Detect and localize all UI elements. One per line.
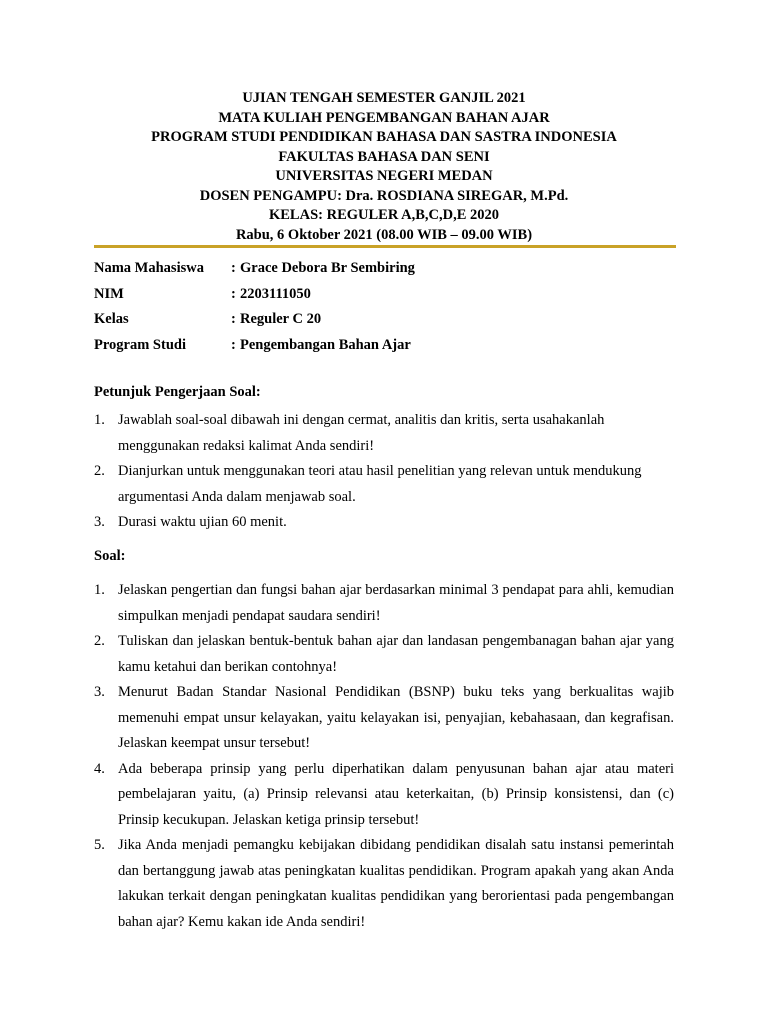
item-number: 2. [94, 633, 105, 649]
identity-label: Program Studi [94, 336, 186, 353]
exam-date: Rabu, 6 Oktober 2021 (08.00 WIB – 09.00 WIB) [235, 226, 533, 243]
identity-value: Reguler C 20 [240, 311, 322, 327]
item-text: Dianjurkan untuk menggunakan teori atau hasil penelitian yang relevan untuk mendukung argumentasi Anda dalam menjawab soal. [118, 463, 642, 505]
item-number: 2. [94, 463, 105, 479]
item-text: Ada beberapa prinsip yang perlu diperhatikan dalam penyusunan bahan ajar atau materi pembelajaran yaitu, (a) Prinsip relevansi atau keterkaitan, (b) Prinsip konsistensi, dan (c) Prinsip kecukupan. Jelaskan ketiga prinsip tersebut! [118, 760, 674, 828]
identity-value: Grace Debora Br Sembiring [240, 260, 415, 276]
item-text: Durasi waktu ujian 60 menit. [118, 514, 287, 530]
item-text: Jika Anda menjadi pemangku kebijakan dibidang pendidikan disalah satu instansi pemerintah dan bertanggung jawab atas peningkatan kualitas pendidikan. Program apakah yang akan Anda lakukan terkait dengan peningkatan kualitas pendidikan yang berorientasi pada pengembangan bahan ajar? Kemu kakan ide Anda sendiri! [118, 837, 674, 930]
course-name: MATA KULIAH PENGEMBANGAN BAHAN AJAR [218, 109, 550, 126]
questions-title: Soal: [94, 548, 126, 564]
identity-value: 2203111050 [240, 285, 311, 302]
header-divider [94, 245, 676, 248]
identity-row-nim [94, 282, 674, 308]
list-item [94, 833, 674, 935]
item-number: 4. [94, 760, 105, 777]
identity-separator: : [231, 311, 236, 327]
identity-row-program [94, 333, 674, 359]
item-number: 5. [94, 837, 105, 853]
identity-label: Nama Mahasiswa [94, 260, 204, 276]
list-item [94, 757, 674, 834]
faculty-name: FAKULTAS BAHASA DAN SENI [278, 148, 490, 165]
instructions-title: Petunjuk Pengerjaan Soal: [94, 384, 261, 400]
student-identity [94, 256, 674, 358]
identity-row-name [94, 256, 674, 282]
identity-separator: : [231, 285, 236, 302]
item-text: Jelaskan pengertian dan fungsi bahan ajar berdasarkan minimal 3 pendapat para ahli, kemudian simpulkan menjadi pendapat saudara sendiri! [118, 582, 674, 624]
item-text: Jawablah soal-soal dibawah ini dengan cermat, analitis dan kritis, serta usahakanlah menggunakan redaksi kalimat Anda sendiri! [118, 412, 605, 454]
item-text: Menurut Badan Standar Nasional Pendidikan (BSNP) buku teks yang berkualitas wajib memenuhi empat unsur kelayakan, yaitu kelayakan isi, penyajian, kebahasaan, dan kegrafisan. Jelaskan keempat unsur tersebut! [118, 684, 674, 751]
identity-label: Kelas [94, 311, 129, 327]
identity-label: NIM [94, 285, 124, 302]
list-item [94, 578, 674, 629]
lecturer-name: DOSEN PENGAMPU: Dra. ROSDIANA SIREGAR, M.Pd. [199, 187, 569, 204]
identity-separator: : [231, 260, 236, 276]
class-info: KELAS: REGULER A,B,C,D,E 2020 [268, 207, 500, 223]
exam-header [94, 89, 674, 245]
questions-list [94, 578, 674, 935]
list-item [94, 510, 674, 536]
item-number: 1. [94, 412, 105, 428]
identity-separator: : [231, 336, 236, 353]
item-number: 3. [94, 514, 105, 530]
item-number: 1. [94, 582, 105, 598]
instructions-list [94, 408, 674, 536]
list-item [94, 459, 674, 510]
exam-title: UJIAN TENGAH SEMESTER GANJIL 2021 [242, 90, 526, 106]
identity-value: Pengembangan Bahan Ajar [240, 336, 411, 353]
study-program: PROGRAM STUDI PENDIDIKAN BAHASA DAN SASTRA INDONESIA [151, 129, 617, 145]
university-name: UNIVERSITAS NEGERI MEDAN [275, 168, 493, 184]
list-item [94, 680, 674, 757]
item-number: 3. [94, 684, 105, 700]
item-text: Tuliskan dan jelaskan bentuk-bentuk bahan ajar dan landasan pengembanagan bahan ajar yang kamu ketahui dan berikan contohnya! [118, 633, 674, 675]
identity-row-class [94, 307, 674, 333]
list-item [94, 629, 674, 680]
list-item [94, 408, 674, 459]
